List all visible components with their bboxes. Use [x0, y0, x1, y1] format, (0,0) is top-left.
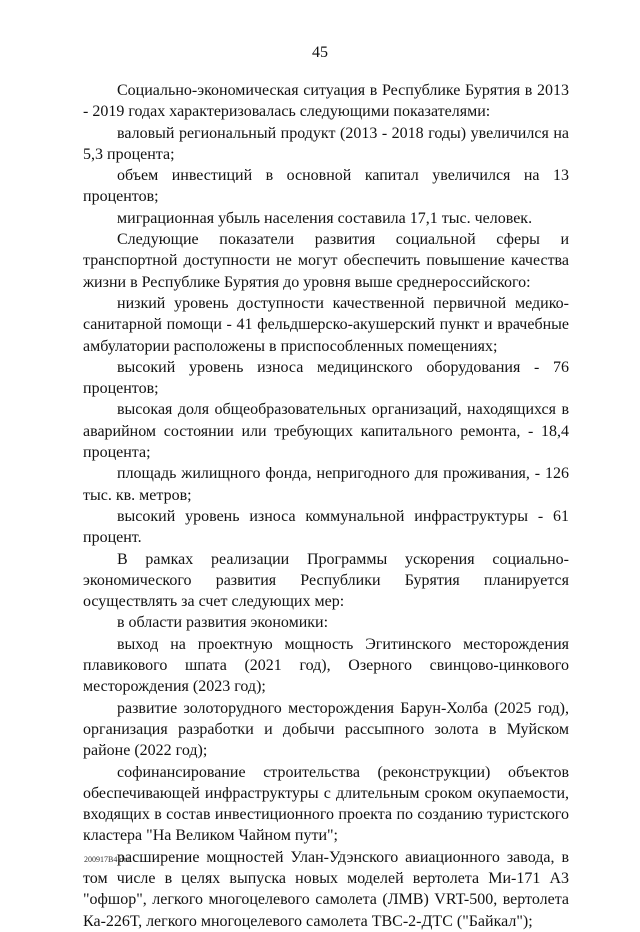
paragraph: валовый региональный продукт (2013 - 2018 годы) увеличился на 5,3 процента;	[83, 124, 569, 163]
paragraph: низкий уровень доступности качественной первичной медико-санитарной помощи - 41 фельдшерско-акушерский пункт и врачебные амбулатории расположены в приспособленных помещениях;	[83, 294, 569, 355]
page-number: 45	[312, 44, 328, 61]
paragraph: высокий уровень износа медицинского оборудования - 76 процентов;	[83, 358, 569, 398]
paragraph: выход на проектную мощность Эгитинского месторождения плавикового шпата (2021 год), Озерного свинцово-цинкового месторождения (2023 год);	[83, 635, 569, 696]
paragraph: высокий уровень износа коммунальной инфраструктуры - 61 процент.	[83, 507, 569, 547]
paragraph: В рамках реализации Программы ускорения социально-экономического развития Республики Бурятия планируется осуществлять за счет следующих мер:	[83, 550, 569, 611]
paragraph: объем инвестиций в основной капитал увеличился на 13 процентов;	[83, 167, 569, 206]
paragraph: миграционная убыль населения составила 17,1 тыс. человек.	[117, 209, 533, 227]
paragraph: в области развития экономики:	[117, 614, 329, 632]
paragraph: развитие золоторудного месторождения Барун-Холба (2025 год), организация разработки и добычи рассыпного золота в Муйском районе (2022 год);	[83, 699, 569, 760]
paragraph: Социально-экономическая ситуация в Республике Бурятия в 2013 - 2019 годах характеризовалась следующими показателями:	[83, 82, 569, 121]
paragraph: высокая доля общеобразовательных организаций, находящихся в аварийном состоянии или требующих капитального ремонта, - 18,4 процента;	[83, 401, 569, 462]
paragraph: Следующие показатели развития социальной сферы и транспортной доступности не могут обеспечить повышение качества жизни в Республике Бурятия до уровня выше среднероссийского:	[83, 231, 569, 291]
paragraph: расширение мощностей Улан-Удэнского авиационного завода, в том числе в целях выпуска новых моделей вертолета Ми-171 А3 "офшор", легкого многоцелевого самолета (ЛМВ) VRT-500, вертолета Ка-226Т, легкого многоцелевого самолета ТВС-2-ДТС ("Байкал");	[83, 848, 569, 930]
paragraph: софинансирование строительства (реконструкции) объектов обеспечивающей инфраструктуры с длительным сроком окупаемости, входящих в состав инвестиционного проекта по созданию туристского кластера "На Великом Чайном пути";	[83, 763, 569, 845]
document-body	[83, 80, 569, 932]
document-footer-code: 200917В4 doc	[84, 855, 131, 864]
paragraph: площадь жилищного фонда, непригодного для проживания, - 126 тыс. кв. метров;	[83, 465, 569, 504]
